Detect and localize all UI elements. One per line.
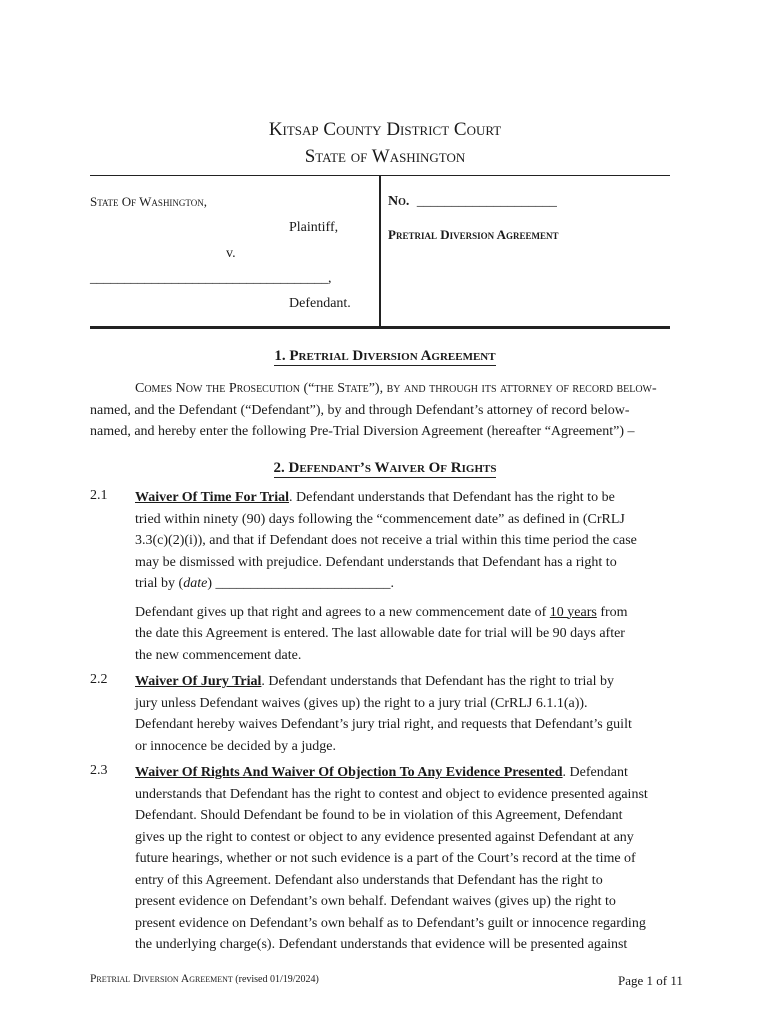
body-line: jury unless Defendant waives (gives up) the right to a jury trial (CrRLJ 6.1.1(a)). — [135, 695, 588, 711]
commencement-years: 10 years — [549, 604, 597, 620]
caption-divider — [379, 175, 381, 329]
body-line: Defendant gives up that right and agrees to a new commencement date of 10 years from — [135, 604, 628, 620]
case-number-blank: ____________________ — [416, 194, 557, 209]
body-line: gives up the right to contest or object to any evidence presented against Defendant at any — [135, 829, 634, 845]
item-number: 2.3 — [90, 763, 108, 778]
body-line: the underlying charge(s). Defendant understands that evidence will be presented against — [135, 937, 628, 952]
versus: v. — [226, 246, 236, 261]
body-line: Defendant hereby waives Defendant’s jury trial right, and requests that Defendant’s guilt — [135, 717, 632, 732]
caption-document-title: Pretrial Diversion Agreement — [388, 227, 559, 242]
court-state: State of Washington — [304, 146, 466, 167]
section-1-body — [90, 378, 690, 443]
body-line: Defendant. Should Defendant be found to be in violation of this Agreement, Defendant — [135, 808, 623, 823]
plaintiff-name: State Of Washington, — [90, 194, 208, 209]
case-number-label: No. — [388, 194, 410, 209]
body-line: future hearings, whether or not such evidence is a part of the Court’s record at the time of — [135, 851, 636, 866]
body-line: present evidence on Defendant’s own behalf. Defendant waives (gives up) the right to — [135, 894, 616, 909]
item-2-2 — [135, 671, 680, 757]
item-2-3 — [135, 762, 680, 956]
plaintiff-role: Plaintiff, — [289, 220, 339, 235]
case-number-field[interactable] — [388, 193, 557, 211]
item-title: Waiver Of Rights And Waiver Of Objection To Any Evidence Presented — [135, 765, 563, 780]
body-line: named, and the Defendant (“Defendant”), by and through Defendant’s attorney of record below- — [90, 402, 630, 418]
body-line: Waiver Of Time For Trial. Defendant understands that Defendant has the right to be — [135, 490, 615, 505]
body-line: present evidence on Defendant’s own behalf as to Defendant’s guilt or innocence regarding — [135, 915, 646, 931]
body-line: tried within ninety (90) days following the “commencement date” as defined in (CrRLJ — [135, 511, 625, 527]
item-2-1 — [135, 487, 680, 666]
body-line: Waiver Of Rights And Waiver Of Objection To Any Evidence Presented. Defendant — [135, 765, 628, 780]
section-2-heading: 2. Defendant’s Waiver Of Rights — [273, 460, 497, 476]
body-line: Comes Now the Prosecution (“the State”), by and through its attorney of record below- — [135, 381, 657, 396]
item-number: 2.1 — [90, 488, 108, 503]
item-title: Waiver Of Jury Trial — [135, 674, 262, 689]
body-line: 3.3(c)(2)(i)), and that if Defendant does not receive a trial within this time period the case — [135, 533, 637, 548]
item-title: Waiver Of Time For Trial — [135, 490, 289, 505]
item-number: 2.2 — [90, 672, 108, 687]
defendant-role: Defendant. — [289, 296, 351, 311]
footer-title: Pretrial Diversion Agreement (revised 01/19/2024) — [90, 973, 319, 985]
body-line: understands that Defendant has the right to contest and object to evidence presented against — [135, 786, 648, 802]
section-1-heading: 1. Pretrial Diversion Agreement — [274, 348, 496, 364]
body-line: Waiver Of Jury Trial. Defendant understands that Defendant has the right to trial by — [135, 674, 615, 689]
page-number: Page 1 of 11 — [618, 973, 683, 988]
body-line: may be dismissed with prejudice. Defendant understands that Defendant has a right to — [135, 554, 617, 570]
body-line: entry of this Agreement. Defendant also understands that Defendant has the right to — [135, 872, 603, 888]
caption-bottom-rule — [90, 326, 670, 329]
body-line: the new commencement date. — [135, 647, 302, 663]
court-name: Kitsap County District Court — [268, 119, 502, 140]
body-line: or innocence be decided by a judge. — [135, 738, 336, 754]
body-line: the date this Agreement is entered. The last allowable date for trial will be 90 days after — [135, 626, 625, 641]
defendant-name-blank: ___________________________________, — [90, 271, 332, 286]
body-line: named, and hereby enter the following Pre-Trial Diversion Agreement (hereafter “Agreement”) – — [90, 424, 635, 439]
court-title — [0, 116, 770, 170]
trial-date-field[interactable]: trial by (date) _________________________. — [135, 576, 394, 591]
